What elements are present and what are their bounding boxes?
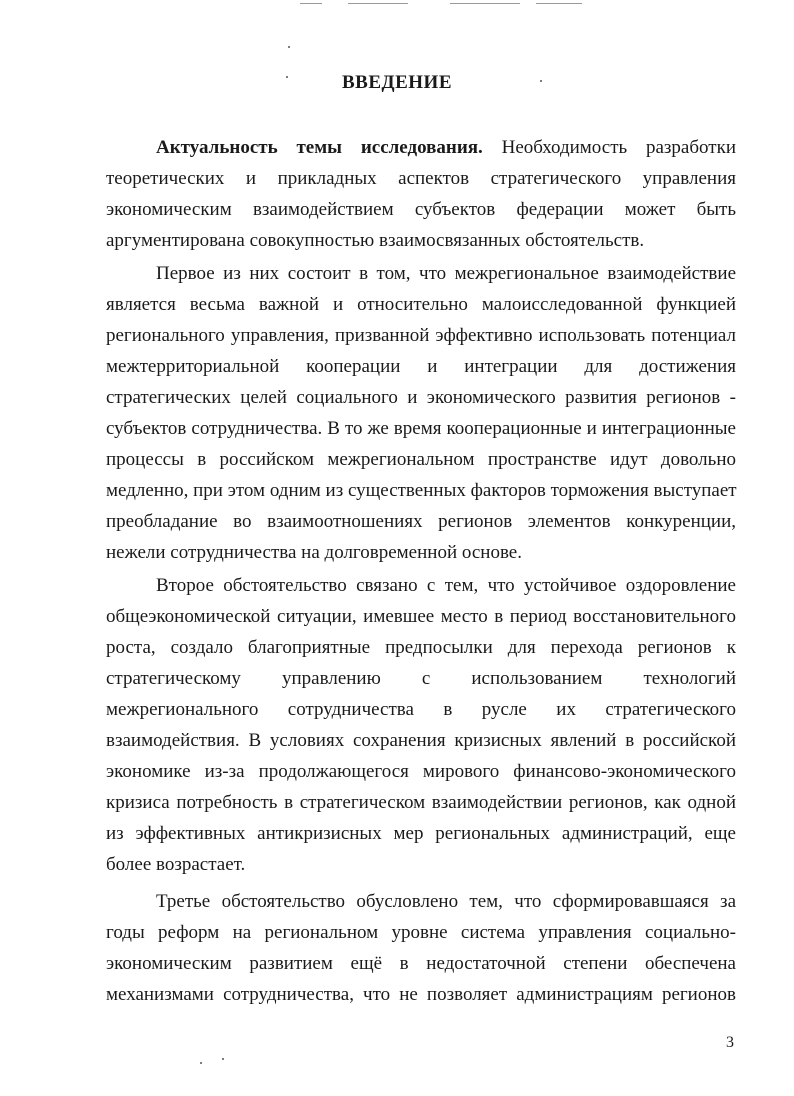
text-line: межтерриториальной кооперации и интеграции для достижения xyxy=(106,356,736,377)
text-line: взаимодействия. В условиях сохранения кризисных явлений в российской xyxy=(106,730,736,751)
text-line: теоретических и прикладных аспектов стратегического управления xyxy=(106,168,736,189)
scan-artifact-line xyxy=(536,3,582,4)
text-line: годы реформ на региональном уровне система управления социально- xyxy=(106,922,736,943)
page-number: 3 xyxy=(726,1034,734,1051)
text-line: более возрастает. xyxy=(106,854,246,875)
text-line: медленно, при этом одним из существенных факторов торможения выступает xyxy=(106,480,737,501)
page-title: ВВЕДЕНИЕ xyxy=(342,72,452,93)
text-line: стратегическому управлению с использованием технологий xyxy=(106,668,736,689)
scan-artifact-line xyxy=(300,3,322,4)
text-line: экономике из-за продолжающегося мирового финансово-экономического xyxy=(106,761,736,782)
text-line: является весьма важной и относительно малоисследованной функцией xyxy=(106,294,736,315)
text-line: Первое из них состоит в том, что межрегиональное взаимодействие xyxy=(156,263,736,284)
paragraph-second-circumstance xyxy=(106,570,736,880)
text-line: экономическим развитием ещё в недостаточной степени обеспечена xyxy=(106,953,736,974)
text-line: регионального управления, призванной эффективно использовать потенциал xyxy=(106,325,736,346)
text-line: нежели сотрудничества на долговременной основе. xyxy=(106,542,522,563)
paragraph-third-circumstance xyxy=(106,886,736,1010)
text-line: субъектов сотрудничества. В то же время кооперационные и интеграционные xyxy=(106,418,736,439)
text-line-rest: Необходимость разработки xyxy=(482,137,736,158)
text-line: процессы в российском межрегиональном пространстве идут довольно xyxy=(106,449,736,470)
text-line: общеэкономической ситуации, имевшее место в период восстановительного xyxy=(106,606,736,627)
text-line: стратегических целей социального и экономического развития регионов - xyxy=(106,387,736,408)
text-line: экономическим взаимодействием субъектов федерации может быть xyxy=(106,199,736,220)
scan-speck xyxy=(200,1062,202,1064)
text-line: Третье обстоятельство обусловлено тем, что сформировавшаяся за xyxy=(156,891,736,912)
scan-artifact-line xyxy=(348,3,408,4)
scan-speck xyxy=(222,1058,224,1060)
text-line: механизмами сотрудничества, что не позволяет администрациям регионов xyxy=(106,984,736,1005)
text-line: из эффективных антикризисных мер региональных администраций, еще xyxy=(106,823,736,844)
paragraph-relevance xyxy=(106,132,736,256)
text-line: преобладание во взаимоотношениях регионов элементов конкуренции, xyxy=(106,511,736,532)
text-line: роста, создало благоприятные предпосылки для перехода регионов к xyxy=(106,637,736,658)
scan-artifact-line xyxy=(450,3,520,4)
lead-heading: Актуальность темы исследования. xyxy=(156,137,483,158)
paragraph-first-circumstance xyxy=(106,258,736,568)
text-line: аргументирована совокупностью взаимосвязанных обстоятельств. xyxy=(106,230,645,251)
text-line: межрегионального сотрудничества в русле их стратегического xyxy=(106,699,736,720)
text-line: Второе обстоятельство связано с тем, что устойчивое оздоровление xyxy=(156,575,736,596)
text-line xyxy=(106,132,736,163)
scan-speck xyxy=(288,46,290,48)
text-line: кризиса потребность в стратегическом взаимодействии регионов, как одной xyxy=(106,792,736,813)
